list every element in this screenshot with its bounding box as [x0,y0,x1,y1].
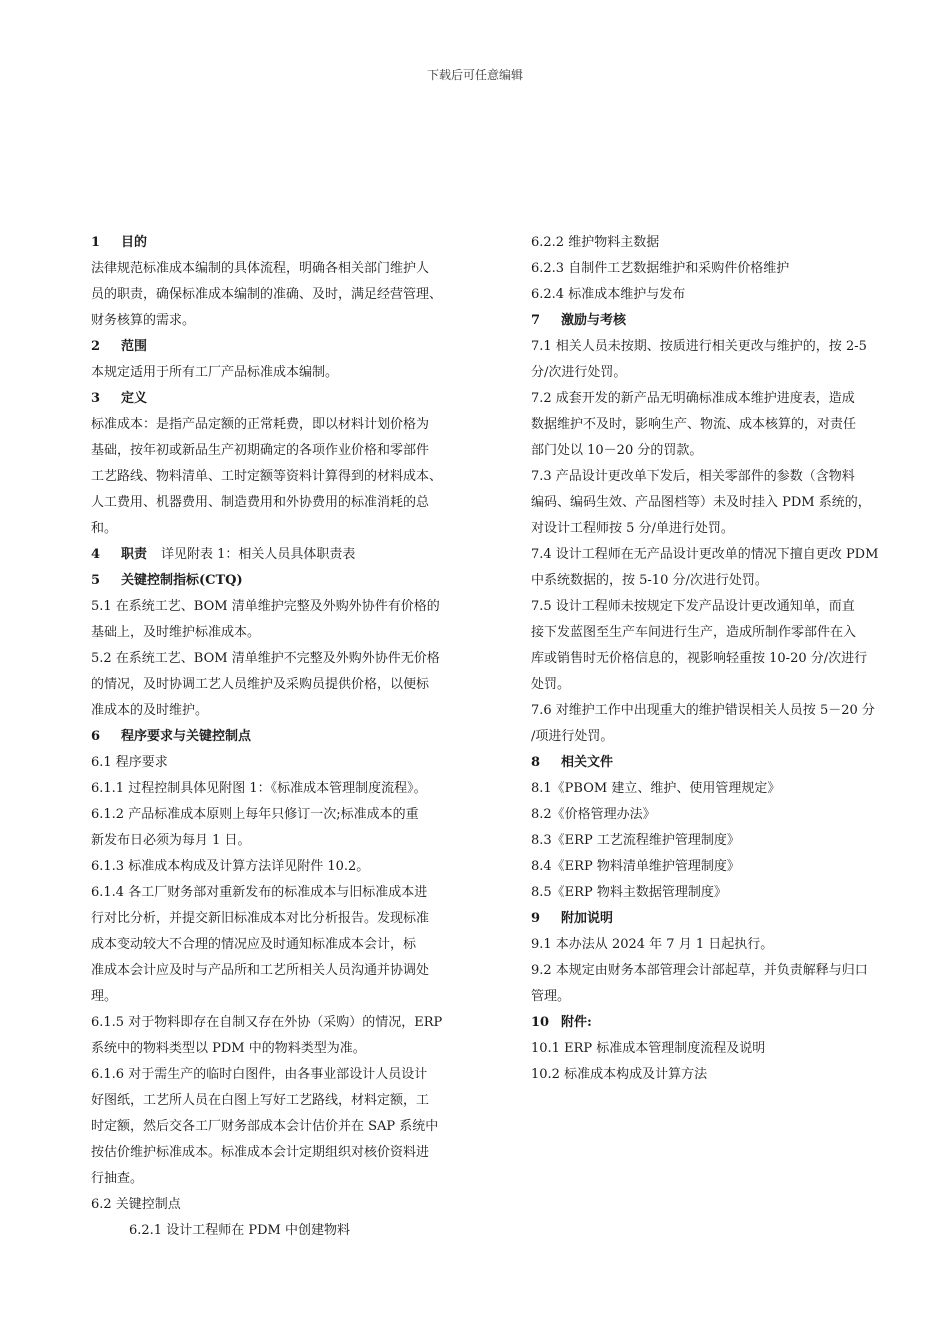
text-line: 8.3《ERP 工艺流程维护管理制度》 [531,833,740,848]
section-number: 6 [91,729,101,744]
text-line: 数据维护不及时，影响生产、物流、成本核算的，对责任 [531,417,857,432]
section-number: 4 [91,547,101,562]
text-line: 7.1 相关人员未按期、按质进行相关更改与维护的，按 2-5 [531,339,867,354]
text-line: 库或销售时无价格信息的，视影响轻重按 10-20 分/次进行 [531,651,868,666]
section-title: 关键控制指标(CTQ) [121,573,243,588]
section-note: 详见附表 1：相关人员具体职责表 [161,547,356,562]
text-line: 管理。 [531,989,571,1004]
text-line: 6.2 关键控制点 [91,1197,181,1212]
text-line: 成本变动较大不合理的情况应及时通知标准成本会计，标 [91,937,417,952]
text-line: 10.2 标准成本构成及计算方法 [531,1067,708,1082]
text-line: /项进行处罚。 [531,729,614,744]
section-title: 附件: [561,1015,592,1030]
text-line: 6.1.5 对于物料即存在自制又存在外协（采购）的情况，ERP [91,1015,443,1030]
text-line: 理。 [91,989,118,1004]
text-line: 基础上，及时维护标准成本。 [91,625,261,640]
text-line: 7.2 成套开发的新产品无明确标准成本维护进度表，造成 [531,391,855,406]
text-line: 按估价维护标准成本。标准成本会计定期组织对核价资料进 [91,1145,430,1160]
right-column [531,230,903,1088]
page-header: 下载后可任意编辑 [426,68,523,82]
section-title: 范围 [121,339,148,354]
text-line: 部门处以 10－20 分的罚款。 [531,443,703,458]
left-column [91,230,483,1244]
section-heading [91,386,483,412]
section-title: 附加说明 [561,911,614,926]
text-line: 6.1.6 对于需生产的临时白图件，由各事业部设计人员设计 [91,1067,428,1082]
text-line: 8.5《ERP 物料主数据管理制度》 [531,885,727,900]
section-number: 8 [531,755,541,770]
section-title: 职责 [121,547,148,562]
text-line: 对设计工程师按 5 分/单进行处罚。 [531,521,734,536]
text-line: 财务核算的需求。 [91,313,196,328]
text-line: 7.6 对维护工作中出现重大的维护错误相关人员按 5－20 分 [531,703,875,718]
text-line: 时定额，然后交各工厂财务部成本会计估价并在 SAP 系统中 [91,1119,439,1134]
text-line: 标准成本：是指产品定额的正常耗费，即以材料计划价格为 [91,417,430,432]
text-line: 分/次进行处罚。 [531,365,627,380]
text-line: 9.1 本办法从 2024 年 7 月 1 日起执行。 [531,937,774,952]
text-line: 6.1 程序要求 [91,755,168,770]
section-number: 7 [531,313,541,328]
section-number: 3 [91,391,101,406]
text-line: 5.1 在系统工艺、BOM 清单维护完整及外购外协件有价格的 [91,599,440,614]
text-line: 6.1.4 各工厂财务部对重新发布的标准成本与旧标准成本进 [91,885,428,900]
text-line: 行抽查。 [91,1171,144,1186]
text-line: 中系统数据的，按 5-10 分/次进行处罚。 [531,573,768,588]
text-line: 处罚。 [531,677,571,692]
text-line: 6.2.1 设计工程师在 PDM 中创建物料 [129,1223,350,1238]
text-line: 新发布日必须为每月 1 日。 [91,833,251,848]
text-line: 工艺路线、物料清单、工时定额等资料计算得到的材料成本、 [91,469,443,484]
text-line: 6.1.1 过程控制具体见附图 1：《标准成本管理制度流程》。 [91,781,427,796]
text-line: 准成本会计应及时与产品所和工艺所相关人员沟通并协调处 [91,963,430,978]
text-line: 8.2《价格管理办法》 [531,807,656,822]
section-number: 1 [91,235,101,250]
section-heading [91,334,483,360]
section-title: 定义 [121,391,148,406]
text-line: 6.2.2 维护物料主数据 [531,235,660,250]
text-line: 7.4 设计工程师在无产品设计更改单的情况下擅自更改 PDM [531,547,879,562]
section-heading [91,230,483,256]
text-line: 本规定适用于所有工厂产品标准成本编制。 [91,365,339,380]
section-title: 相关文件 [561,755,614,770]
text-line: 员的职责，确保标准成本编制的准确、及时，满足经营管理、 [91,287,443,302]
text-line: 8.1《PBOM 建立、维护、使用管理规定》 [531,781,781,796]
text-line: 准成本的及时维护。 [91,703,209,718]
section-heading [91,542,483,568]
text-line: 行对比分析，并提交新旧标准成本对比分析报告。发现标准 [91,911,430,926]
section-heading [531,906,903,932]
section-heading [531,308,903,334]
section-heading [91,568,483,594]
text-line: 基础，按年初或新品生产初期确定的各项作业价格和零部件 [91,443,430,458]
text-line: 好图纸，工艺所人员在白图上写好工艺路线，材料定额，工 [91,1093,430,1108]
text-line: 10.1 ERP 标准成本管理制度流程及说明 [531,1041,766,1056]
text-line: 6.1.2 产品标准成本原则上每年只修订一次;标准成本的重 [91,807,419,822]
text-line: 法律规范标准成本编制的具体流程，明确各相关部门维护人 [91,261,430,276]
section-heading [91,724,483,750]
text-line: 9.2 本规定由财务本部管理会计部起草，并负责解释与归口 [531,963,868,978]
section-heading [531,750,903,776]
text-line: 6.2.3 自制件工艺数据维护和采购件价格维护 [531,261,790,276]
text-line: 系统中的物料类型以 PDM 中的物料类型为准。 [91,1041,366,1056]
text-line: 6.1.3 标准成本构成及计算方法详见附件 10.2。 [91,859,370,874]
text-line: 7.5 设计工程师未按规定下发产品设计更改通知单，而直 [531,599,855,614]
text-line: 接下发蓝图至生产车间进行生产，造成所制作零部件在入 [531,625,857,640]
text-line: 7.3 产品设计更改单下发后，相关零部件的参数（含物料 [531,469,855,484]
section-number: 10 [531,1015,550,1030]
text-line: 的情况，及时协调工艺人员维护及采购员提供价格，以便标 [91,677,430,692]
section-title: 程序要求与关键控制点 [121,729,252,744]
text-line: 6.2.4 标准成本维护与发布 [531,287,686,302]
section-title: 目的 [121,235,148,250]
section-title: 激励与考核 [561,313,627,328]
text-line: 和。 [91,521,118,536]
text-line: 人工费用、机器费用、制造费用和外协费用的标准消耗的总 [91,495,430,510]
text-line: 8.4《ERP 物料清单维护管理制度》 [531,859,740,874]
section-number: 2 [91,339,101,354]
text-line: 5.2 在系统工艺、BOM 清单维护不完整及外购外协件无价格 [91,651,440,666]
text-line: 编码、编码生效、产品图档等）未及时挂入 PDM 系统的， [531,495,871,510]
section-number: 5 [91,573,101,588]
section-number: 9 [531,911,541,926]
section-heading [531,1010,903,1036]
